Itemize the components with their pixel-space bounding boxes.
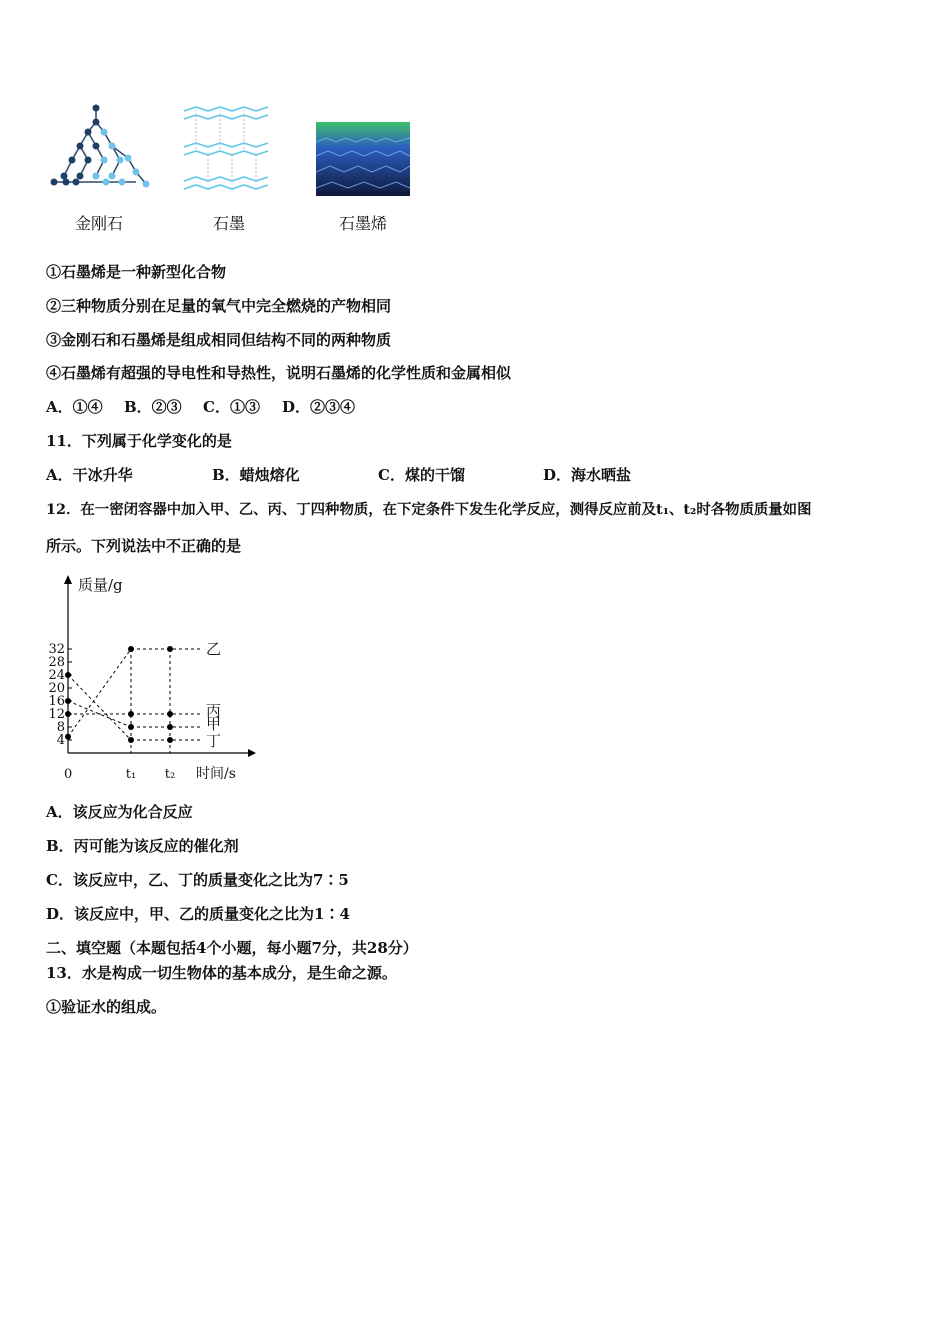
data-point-甲 [128,724,134,730]
x-tick-label: t₁ [125,767,137,782]
graphene-figure [316,122,410,196]
graphite-structure-image [178,103,274,193]
data-point-乙 [65,734,71,740]
x-axis-label: 时间/s [196,766,236,782]
q10-statement-2: ②三种物质分别在足量的氧气中完全燃烧的产物相同 [46,297,392,315]
y-tick-label: 16 [48,694,65,709]
data-point-丙 [128,711,134,717]
series-label-甲: 甲 [206,715,222,733]
y-tick-label: 12 [48,707,65,722]
q10-statement-4: ④石墨烯有超强的导电性和导热性，说明石墨烯的化学性质和金属相似 [46,364,512,382]
chart-svg [38,570,268,785]
diamond-caption: 金刚石 [74,214,123,233]
y-tick-label: 20 [48,681,65,696]
data-point-丁 [128,737,134,743]
q11-option-d[interactable]: D．海水晒盐 [543,466,632,484]
data-point-丁 [167,737,173,743]
y-tick-label: 28 [48,655,65,670]
graphite-figure [178,103,274,193]
graphite-caption: 石墨 [212,214,245,233]
q13-sub-1: ①验证水的组成。 [46,998,167,1016]
section-2-heading: 二、填空题（本题包括4个小题，每小题7分，共28分） [46,939,418,957]
q10-statement-3: ③金刚石和石墨烯是组成相同但结构不同的两种物质 [46,331,392,349]
q12-option-a[interactable]: A．该反应为化合反应 [46,803,193,821]
series-label-丁: 丁 [206,732,222,750]
series-label-乙: 乙 [206,640,222,658]
graphene-caption: 石墨烯 [338,214,387,233]
q11-option-c[interactable]: C．煤的干馏 [378,466,465,484]
y-tick-label: 24 [48,668,65,683]
series-label-丙: 丙 [206,702,222,720]
y-axis-label: 质量/g [78,576,123,594]
q11-option-a[interactable]: A．干冰升华 [46,466,133,484]
y-tick-label: 32 [48,642,65,657]
q10-option-c[interactable]: C．①③ [203,398,260,416]
diamond-figure [46,100,152,195]
graphene-structure-image [316,122,410,196]
data-point-丙 [65,711,71,717]
data-point-甲 [167,724,173,730]
y-tick-label: 4 [56,733,65,748]
q12-stem-line1: 12．在一密闭容器中加入甲、乙、丙、丁四种物质，在下定条件下发生化学反应，测得反应前及t₁、t₂时各物质质量如图 [46,501,812,518]
series-line-乙 [68,649,131,737]
data-point-丁 [65,672,71,678]
data-point-丙 [167,711,173,717]
mass-time-chart [38,570,268,785]
q13-stem: 13．水是构成一切生物体的基本成分，是生命之源。 [46,964,397,982]
y-tick-label: 8 [56,720,65,735]
q10-statement-1: ①石墨烯是一种新型化合物 [46,263,227,281]
q12-option-c[interactable]: C．该反应中，乙、丁的质量变化之比为7∶5 [46,871,349,889]
q10-option-d[interactable]: D．②③④ [282,398,356,416]
q12-option-d[interactable]: D．该反应中，甲、乙的质量变化之比为1∶4 [46,905,350,923]
q12-stem-line2: 所示。下列说法中不正确的是 [46,537,242,555]
q11-option-b[interactable]: B．蜡烛熔化 [212,466,300,484]
y-axis-arrow [64,575,72,584]
data-point-甲 [65,698,71,704]
origin-label: 0 [64,767,73,782]
diamond-structure-image [46,100,152,195]
q12-option-b[interactable]: B．丙可能为该反应的催化剂 [46,837,239,855]
q11-stem: 11．下列属于化学变化的是 [46,432,232,450]
q10-option-a[interactable]: A．①④ [46,398,103,416]
data-point-乙 [167,646,173,652]
data-point-乙 [128,646,134,652]
q10-option-b[interactable]: B．②③ [124,398,182,416]
series-line-丁 [68,675,131,740]
x-tick-label: t₂ [164,767,176,782]
x-axis-arrow [248,749,256,757]
